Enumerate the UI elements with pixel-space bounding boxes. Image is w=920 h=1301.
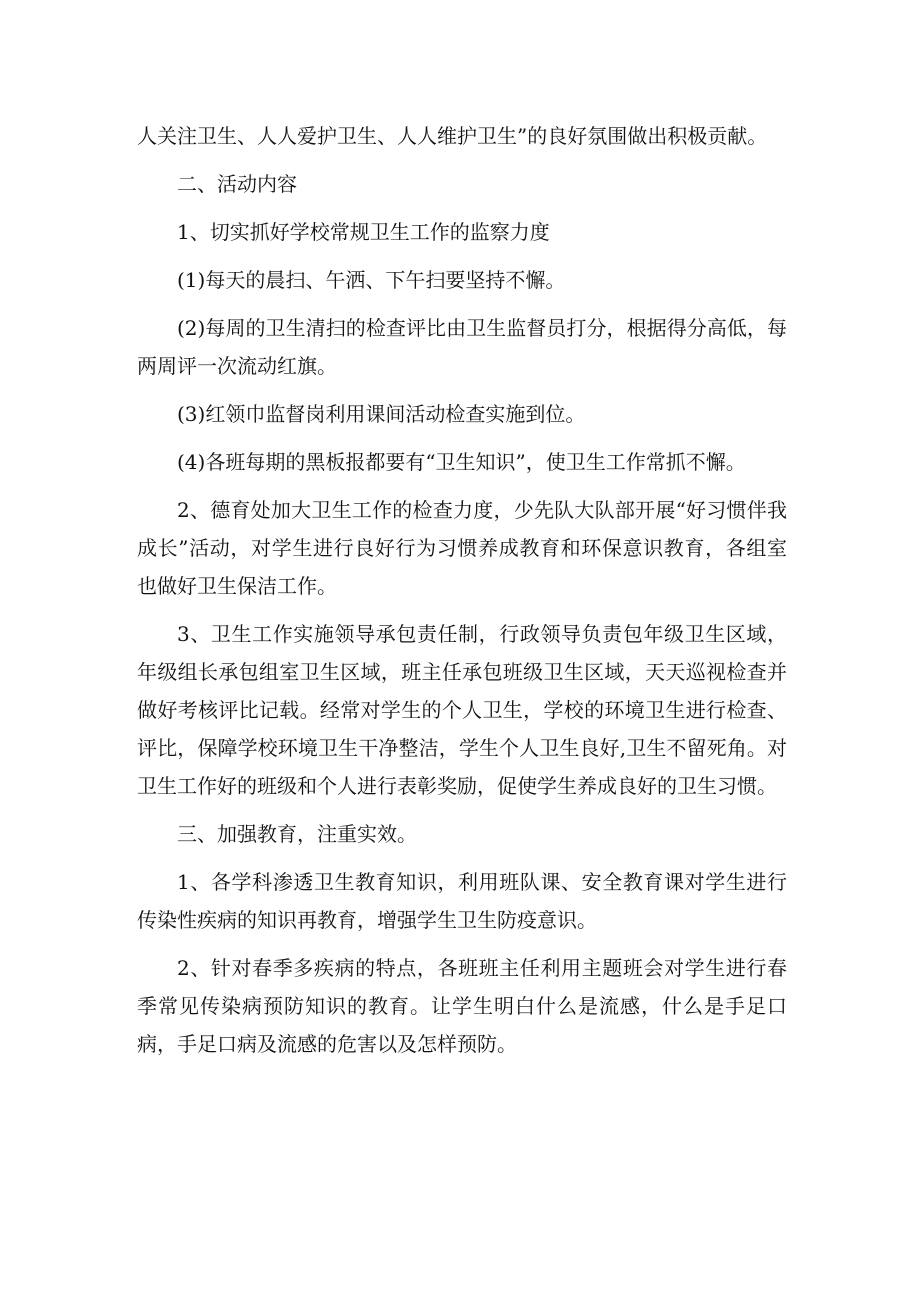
subitem-1: (1)每天的晨扫、午洒、下午扫要坚持不懈。	[177, 268, 566, 292]
subitem-4: (4)各班每期的黑板报都要有“卫生知识”，使卫生工作常抓不懈。	[177, 450, 746, 474]
item-3-paragraph: 3、卫生工作实施领导承包责任制，行政领导负责包年级卫生区域，年级组长承包组室卫生区域，班主任承包班级卫生区域，天天巡视检查并做好考核评比记载。经常对学生的个人卫生，学校的环境卫生进行检查、评比，保障学校环境卫生干净整洁，学生个人卫生良好,卫生不留死角。对卫生工作好的班级和个人进行表彰奖励，促使学生养成良好的卫生习惯。	[137, 622, 787, 798]
section-heading-activity-content: 二、活动内容	[177, 172, 297, 196]
document-body	[137, 117, 787, 1073]
section-heading-education: 三、加强教育，注重实效。	[177, 822, 417, 846]
item-2-paragraph: 2、德育处加大卫生工作的检查力度，少先队大队部开展“好习惯伴我成长”活动，对学生进行良好行为习惯养成教育和环保意识教育，各组室也做好卫生保洁工作。	[137, 498, 787, 598]
paragraph-continuation: 人关注卫生、人人爱护卫生、人人维护卫生”的良好氛围做出积极贡献。	[137, 124, 768, 148]
item-1-heading: 1、切实抓好学校常规卫生工作的监察力度	[177, 220, 550, 244]
subitem-2: (2)每周的卫生清扫的检查评比由卫生监督员打分，根据得分高低，每两周评一次流动红旗。	[137, 316, 787, 378]
education-item-1: 1、各学科渗透卫生教育知识，利用班队课、安全教育课对学生进行传染性疾病的知识再教育，增强学生卫生防疫意识。	[137, 870, 787, 932]
education-item-2: 2、针对春季多疾病的特点，各班班主任利用主题班会对学生进行春季常见传染病预防知识的教育。让学生明白什么是流感，什么是手足口病，手足口病及流感的危害以及怎样预防。	[137, 956, 787, 1056]
subitem-3: (3)红领巾监督岗利用课间活动检查实施到位。	[177, 402, 586, 426]
